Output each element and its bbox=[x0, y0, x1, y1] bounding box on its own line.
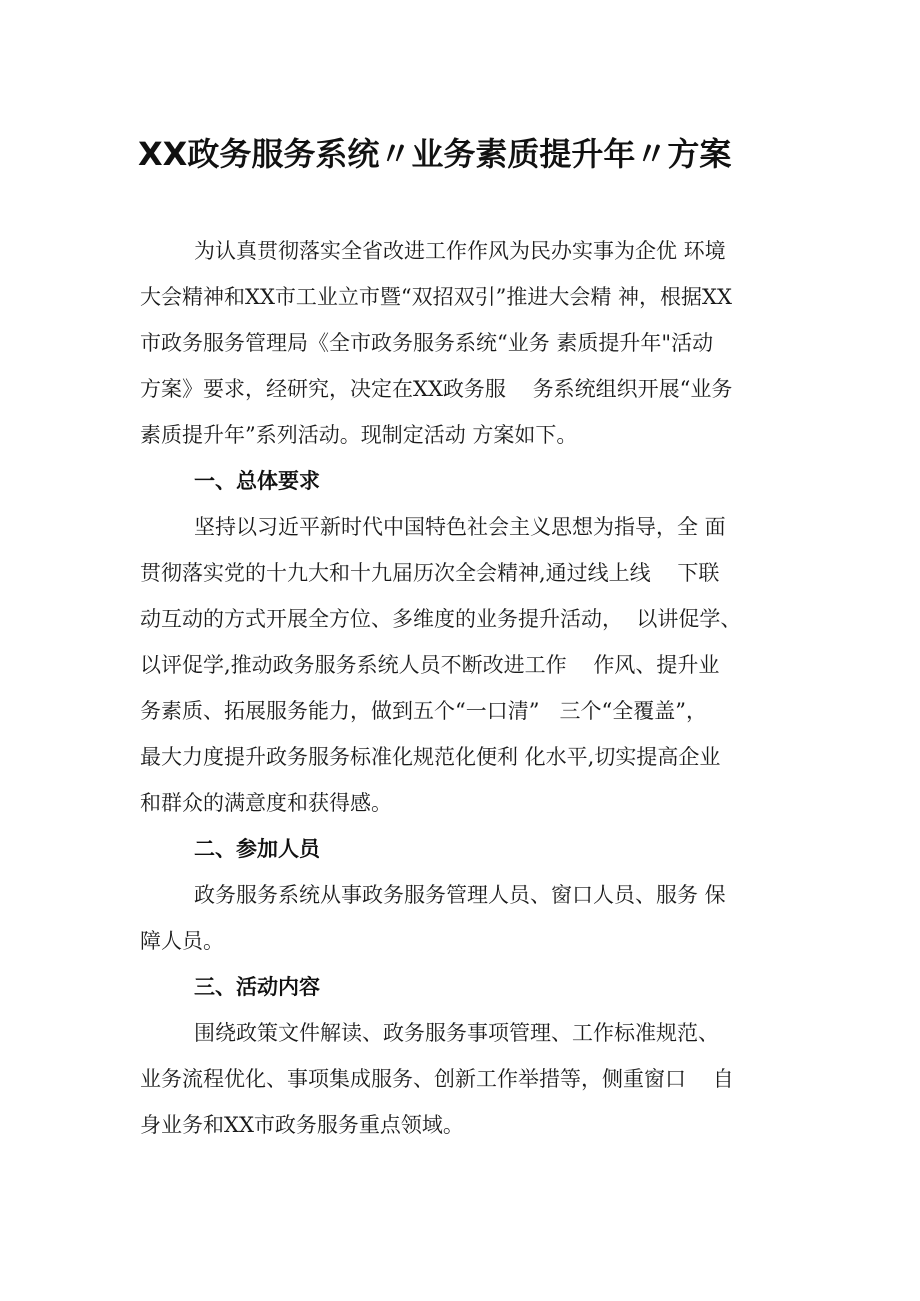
section-heading-general-requirements: 一、总体要求 bbox=[194, 469, 320, 493]
section1-line: 和群众的满意度和获得感。 bbox=[140, 791, 392, 815]
section1-line: 坚持以习近平新时代中国特色社会主义思想为指导，全 面 bbox=[194, 515, 726, 539]
section1-line: 贯彻落实党的十九大和十九届历次全会精神,通过线上线 下联 bbox=[140, 561, 720, 585]
section1-line: 动互动的方式开展全方位、多维度的业务提升活动， 以讲促学、 bbox=[140, 607, 742, 631]
intro-line: 方案》要求，经研究，决定在XX政务服 务系统组织开展“业务 bbox=[140, 377, 733, 401]
intro-line: 为认真贯彻落实全省改进工作作风为民办实事为企优 环境 bbox=[194, 239, 726, 263]
section3-line: 业务流程优化、事项集成服务、创新工作举措等，侧重窗口 自 bbox=[140, 1067, 734, 1091]
section-heading-activity-content: 三、活动内容 bbox=[194, 975, 320, 999]
section1-line: 务素质、拓展服务能力，做到五个“一口清” 三个“全覆盖”， bbox=[140, 699, 707, 723]
section1-line: 最大力度提升政务服务标准化规范化便利 化水平,切实提高企业 bbox=[140, 745, 721, 769]
section1-line: 以评促学,推动政务服务系统人员不断改进工作 作风、提升业 bbox=[140, 653, 720, 677]
section2-line: 障人员。 bbox=[140, 929, 224, 953]
section3-line: 身业务和XX市政务服务重点领域。 bbox=[140, 1113, 464, 1137]
intro-line: 素质提升年”系列活动。现制定活动 方案如下。 bbox=[140, 423, 578, 447]
section2-line: 政务服务系统从事政务服务管理人员、窗口人员、服务 保 bbox=[194, 883, 726, 907]
intro-line: 大会精神和XX市工业立市暨“双招双引”推进大会精 神，根据XX bbox=[140, 285, 732, 309]
section-heading-participants: 二、参加人员 bbox=[194, 837, 320, 861]
intro-line: 市政务服务管理局《全市政务服务系统“业务 素质提升年"活动 bbox=[140, 331, 714, 355]
document-title: XX政务服务系统〃业务素质提升年〃方案 bbox=[138, 135, 732, 173]
section3-line: 围绕政策文件解读、政务服务事项管理、工作标准规范、 bbox=[194, 1021, 719, 1045]
